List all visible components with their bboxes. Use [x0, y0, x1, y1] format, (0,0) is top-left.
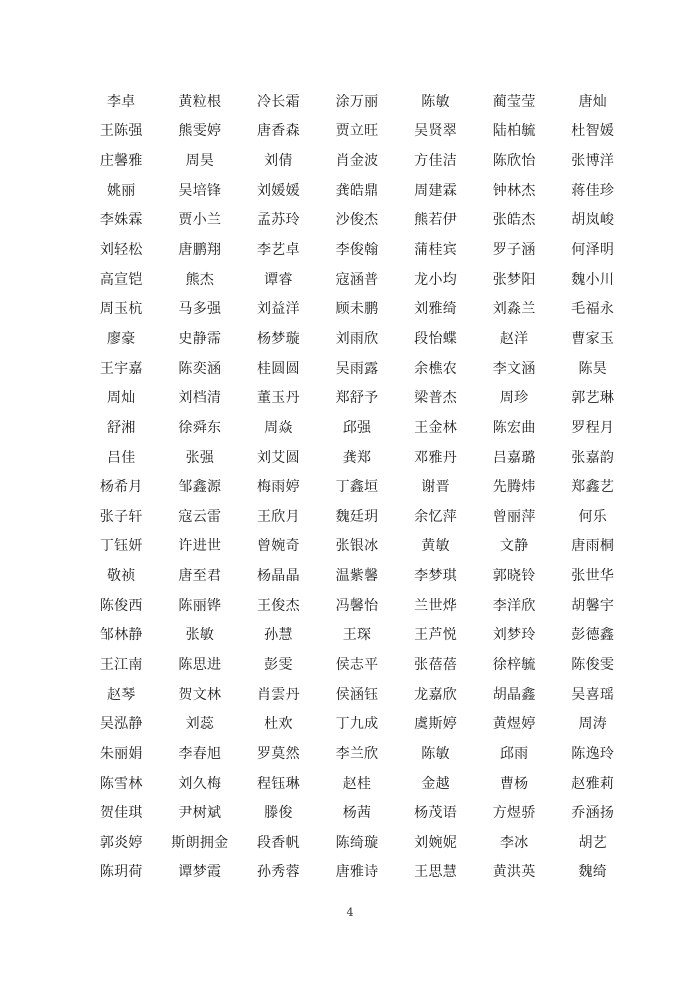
name-cell: 黄煜婷	[492, 716, 536, 733]
name-cell: 刘倩	[264, 153, 293, 170]
name-cell: 王陈强	[99, 123, 143, 140]
name-cell: 寇云雷	[178, 508, 222, 525]
name-cell: 庄馨雅	[99, 153, 143, 170]
name-row	[82, 293, 632, 323]
name-cell: 罗莫然	[256, 745, 300, 762]
name-cell: 李俊翰	[335, 242, 379, 259]
name-cell: 姚丽	[106, 182, 136, 199]
name-cell: 刘轻松	[99, 242, 143, 259]
name-cell: 刘蕊	[185, 716, 215, 733]
name-cell: 沙俊杰	[335, 212, 379, 229]
name-cell: 胡晶鑫	[492, 686, 536, 703]
name-cell: 陈俊雯	[571, 656, 615, 673]
name-cell: 杨晶晶	[256, 568, 300, 585]
name-cell: 张嘉韵	[571, 449, 615, 466]
name-cell: 李文涵	[492, 360, 536, 377]
name-cell: 刘艾圆	[256, 449, 300, 466]
name-row	[82, 145, 632, 175]
name-cell: 陈逸玲	[571, 745, 615, 762]
name-cell: 廖豪	[106, 330, 136, 347]
name-cell: 罗子涵	[492, 242, 536, 259]
name-cell: 陆柏毓	[492, 123, 536, 140]
name-row	[82, 471, 632, 501]
name-cell: 蔺莹莹	[492, 93, 536, 110]
name-cell: 孙秀蓉	[256, 864, 300, 881]
name-cell: 赵琴	[106, 686, 136, 703]
name-cell: 李卓	[106, 93, 136, 110]
name-cell: 唐至君	[178, 568, 222, 585]
name-cell: 周焱	[264, 419, 293, 436]
name-cell: 文静	[499, 538, 529, 555]
name-cell: 方煜骄	[492, 805, 536, 822]
name-cell: 罗程月	[571, 419, 615, 436]
name-cell: 何乐	[578, 508, 608, 525]
name-cell: 杨茂语	[414, 805, 458, 822]
name-row	[82, 797, 632, 827]
name-row	[82, 205, 632, 235]
name-row	[82, 620, 632, 650]
name-cell: 方佳洁	[414, 153, 458, 170]
name-cell: 顾未鹏	[335, 301, 379, 318]
name-cell: 胡岚峻	[571, 212, 615, 229]
name-cell: 唐灿	[578, 93, 608, 110]
name-cell: 朱丽娟	[99, 745, 143, 762]
name-cell: 吕佳	[106, 449, 136, 466]
name-cell: 王欣月	[256, 508, 300, 525]
name-row	[82, 264, 632, 294]
name-cell: 龚郑	[342, 449, 372, 466]
name-cell: 马多强	[178, 301, 222, 318]
name-cell: 蒲桂宾	[414, 242, 458, 259]
name-cell: 郭晓铃	[492, 568, 536, 585]
name-cell: 郑舒予	[335, 390, 379, 407]
name-cell: 曾婉奇	[256, 538, 300, 555]
name-cell: 王金林	[414, 419, 458, 436]
name-cell: 高宣铠	[99, 271, 143, 288]
name-cell: 黄粒根	[178, 93, 222, 110]
name-cell: 赵桂	[342, 775, 372, 792]
name-cell: 张梦阳	[492, 271, 536, 288]
name-row	[82, 857, 632, 887]
name-cell: 张银冰	[335, 538, 379, 555]
name-cell: 吴贤翠	[414, 123, 458, 140]
name-cell: 赵雅莉	[571, 775, 615, 792]
name-cell: 邹鑫源	[178, 479, 222, 496]
name-cell: 刘媛媛	[256, 182, 300, 199]
name-cell: 李艺卓	[256, 242, 300, 259]
name-cell: 陈昊	[578, 360, 608, 377]
name-row	[82, 501, 632, 531]
name-cell: 梅雨婷	[256, 479, 300, 496]
name-cell: 唐香森	[256, 123, 300, 140]
names-grid	[82, 86, 632, 886]
name-cell: 冷长霜	[256, 93, 300, 110]
name-cell: 熊雯婷	[178, 123, 222, 140]
name-cell: 李冰	[499, 834, 529, 851]
name-cell: 魏廷玥	[335, 508, 379, 525]
name-cell: 余忆萍	[414, 508, 458, 525]
name-cell: 敬祯	[106, 568, 136, 585]
name-cell: 涂万丽	[335, 93, 379, 110]
name-cell: 金越	[421, 775, 450, 792]
name-cell: 周灿	[106, 390, 136, 407]
name-row	[82, 560, 632, 590]
name-row	[82, 353, 632, 383]
name-cell: 刘益洋	[256, 301, 300, 318]
name-cell: 魏小川	[571, 271, 615, 288]
name-cell: 孟苏玲	[256, 212, 300, 229]
name-cell: 龙小均	[414, 271, 458, 288]
name-cell: 徐梓毓	[492, 656, 536, 673]
name-cell: 斯朗拥金	[171, 834, 229, 851]
name-cell: 陈敏	[421, 745, 450, 762]
name-cell: 冯馨怡	[335, 597, 379, 614]
name-cell: 黄洪英	[492, 864, 536, 881]
name-cell: 刘梦玲	[492, 627, 536, 644]
name-cell: 吴培锋	[178, 182, 222, 199]
name-cell: 贺佳琪	[99, 805, 143, 822]
name-cell: 杨希月	[99, 479, 143, 496]
name-cell: 段香帆	[256, 834, 300, 851]
name-cell: 邓雅丹	[414, 449, 458, 466]
name-cell: 魏绮	[578, 864, 608, 881]
name-cell: 侯志平	[335, 656, 379, 673]
name-cell: 陈绮璇	[335, 834, 379, 851]
name-cell: 张博洋	[571, 153, 615, 170]
name-cell: 熊若伊	[414, 212, 458, 229]
name-row	[82, 175, 632, 205]
name-cell: 陈敏	[421, 93, 450, 110]
name-cell: 彭德鑫	[571, 627, 615, 644]
name-cell: 张强	[185, 449, 215, 466]
name-cell: 周珍	[499, 390, 529, 407]
name-row	[82, 590, 632, 620]
name-cell: 陈俊西	[99, 597, 143, 614]
name-row	[82, 649, 632, 679]
name-cell: 周涛	[578, 716, 608, 733]
name-cell: 徐舜东	[178, 419, 222, 436]
name-cell: 邱雨	[499, 745, 529, 762]
name-cell: 周昊	[185, 153, 215, 170]
name-row	[82, 442, 632, 472]
name-cell: 郭艺琳	[571, 390, 615, 407]
name-cell: 滕俊	[264, 805, 293, 822]
name-cell: 丁钰妍	[99, 538, 143, 555]
name-cell: 王芦悦	[414, 627, 458, 644]
name-cell: 钟林杰	[492, 182, 536, 199]
name-cell: 吴喜瑶	[571, 686, 615, 703]
name-cell: 刘婉妮	[414, 834, 458, 851]
name-cell: 龙嘉欣	[414, 686, 458, 703]
name-cell: 陈思进	[178, 656, 222, 673]
name-cell: 吴雨露	[335, 360, 379, 377]
name-cell: 余樵农	[414, 360, 458, 377]
name-row	[82, 86, 632, 116]
name-cell: 谭睿	[264, 271, 293, 288]
name-cell: 杜欢	[264, 716, 293, 733]
name-cell: 舒湘	[106, 419, 136, 436]
name-cell: 蒋佳珍	[571, 182, 615, 199]
name-cell: 寇涵普	[335, 271, 379, 288]
name-cell: 梁普杰	[414, 390, 458, 407]
name-row	[82, 827, 632, 857]
name-cell: 陈欣怡	[492, 153, 536, 170]
name-cell: 刘档清	[178, 390, 222, 407]
name-cell: 周玉杭	[99, 301, 143, 318]
name-cell: 李洋欣	[492, 597, 536, 614]
name-cell: 陈丽铧	[178, 597, 222, 614]
name-cell: 谢晋	[421, 479, 450, 496]
name-cell: 刘淼兰	[492, 301, 536, 318]
name-cell: 王江南	[99, 656, 143, 673]
name-row	[82, 323, 632, 353]
name-cell: 胡艺	[578, 834, 608, 851]
name-cell: 肖雲丹	[256, 686, 300, 703]
name-cell: 陈宏曲	[492, 419, 536, 436]
name-cell: 杜智媛	[571, 123, 615, 140]
name-row	[82, 708, 632, 738]
name-cell: 先腾炜	[492, 479, 536, 496]
name-cell: 乔涵扬	[571, 805, 615, 822]
name-cell: 谭梦霞	[178, 864, 222, 881]
name-cell: 王俊杰	[256, 597, 300, 614]
name-cell: 刘雨欣	[335, 330, 379, 347]
name-cell: 王琛	[342, 627, 372, 644]
name-cell: 张蓓蓓	[414, 656, 458, 673]
name-cell: 许进世	[178, 538, 222, 555]
name-cell: 龚皓鼎	[335, 182, 379, 199]
name-row	[82, 382, 632, 412]
name-cell: 段怡蝶	[414, 330, 458, 347]
name-cell: 吕嘉璐	[492, 449, 536, 466]
name-cell: 熊杰	[185, 271, 215, 288]
name-cell: 赵洋	[499, 330, 529, 347]
name-cell: 彭雯	[264, 656, 293, 673]
name-cell: 贾立旺	[335, 123, 379, 140]
name-cell: 王思慧	[414, 864, 458, 881]
name-cell: 孙慧	[264, 627, 293, 644]
name-cell: 陈奕涵	[178, 360, 222, 377]
page-number: 4	[346, 906, 354, 919]
name-cell: 侯涵钰	[335, 686, 379, 703]
name-cell: 肖金波	[335, 153, 379, 170]
name-cell: 温紫馨	[335, 568, 379, 585]
name-cell: 唐鹏翔	[178, 242, 222, 259]
name-cell: 唐雨桐	[571, 538, 615, 555]
name-row	[82, 116, 632, 146]
name-cell: 陈雪林	[99, 775, 143, 792]
name-cell: 李梦琪	[414, 568, 458, 585]
name-cell: 吴泓静	[99, 716, 143, 733]
name-cell: 尹树斌	[178, 805, 222, 822]
name-cell: 曹杨	[499, 775, 529, 792]
name-cell: 史静霈	[178, 330, 222, 347]
name-row	[82, 531, 632, 561]
name-cell: 黄敏	[421, 538, 450, 555]
name-cell: 张子轩	[99, 508, 143, 525]
name-cell: 丁鑫垣	[335, 479, 379, 496]
name-cell: 张敏	[185, 627, 215, 644]
name-cell: 王宇嘉	[99, 360, 143, 377]
name-cell: 张皓杰	[492, 212, 536, 229]
name-cell: 邹林静	[99, 627, 143, 644]
name-cell: 丁九成	[335, 716, 379, 733]
name-row	[82, 412, 632, 442]
name-cell: 杨茜	[342, 805, 372, 822]
name-cell: 郭炎婷	[99, 834, 143, 851]
name-cell: 邱强	[342, 419, 372, 436]
name-cell: 曹家玉	[571, 330, 615, 347]
name-cell: 周建霖	[414, 182, 458, 199]
name-cell: 董玉丹	[256, 390, 300, 407]
name-row	[82, 679, 632, 709]
name-cell: 唐雅诗	[335, 864, 379, 881]
name-cell: 张世华	[571, 568, 615, 585]
name-row	[82, 234, 632, 264]
name-cell: 贾小兰	[178, 212, 222, 229]
name-cell: 刘雅绮	[414, 301, 458, 318]
name-cell: 郑鑫艺	[571, 479, 615, 496]
name-cell: 杨梦璇	[256, 330, 300, 347]
name-cell: 陈玥荷	[99, 864, 143, 881]
name-cell: 李姝霖	[99, 212, 143, 229]
name-cell: 曾丽萍	[492, 508, 536, 525]
name-cell: 兰世烨	[414, 597, 458, 614]
name-row	[82, 768, 632, 798]
name-cell: 胡馨宇	[571, 597, 615, 614]
name-cell: 何泽明	[571, 242, 615, 259]
name-cell: 贺文林	[178, 686, 222, 703]
name-cell: 李春旭	[178, 745, 222, 762]
name-cell: 程钰琳	[256, 775, 300, 792]
name-cell: 刘久梅	[178, 775, 222, 792]
name-row	[82, 738, 632, 768]
name-cell: 虞斯婷	[414, 716, 458, 733]
name-cell: 毛福永	[571, 301, 615, 318]
name-cell: 桂圆圆	[256, 360, 300, 377]
name-cell: 李兰欣	[335, 745, 379, 762]
